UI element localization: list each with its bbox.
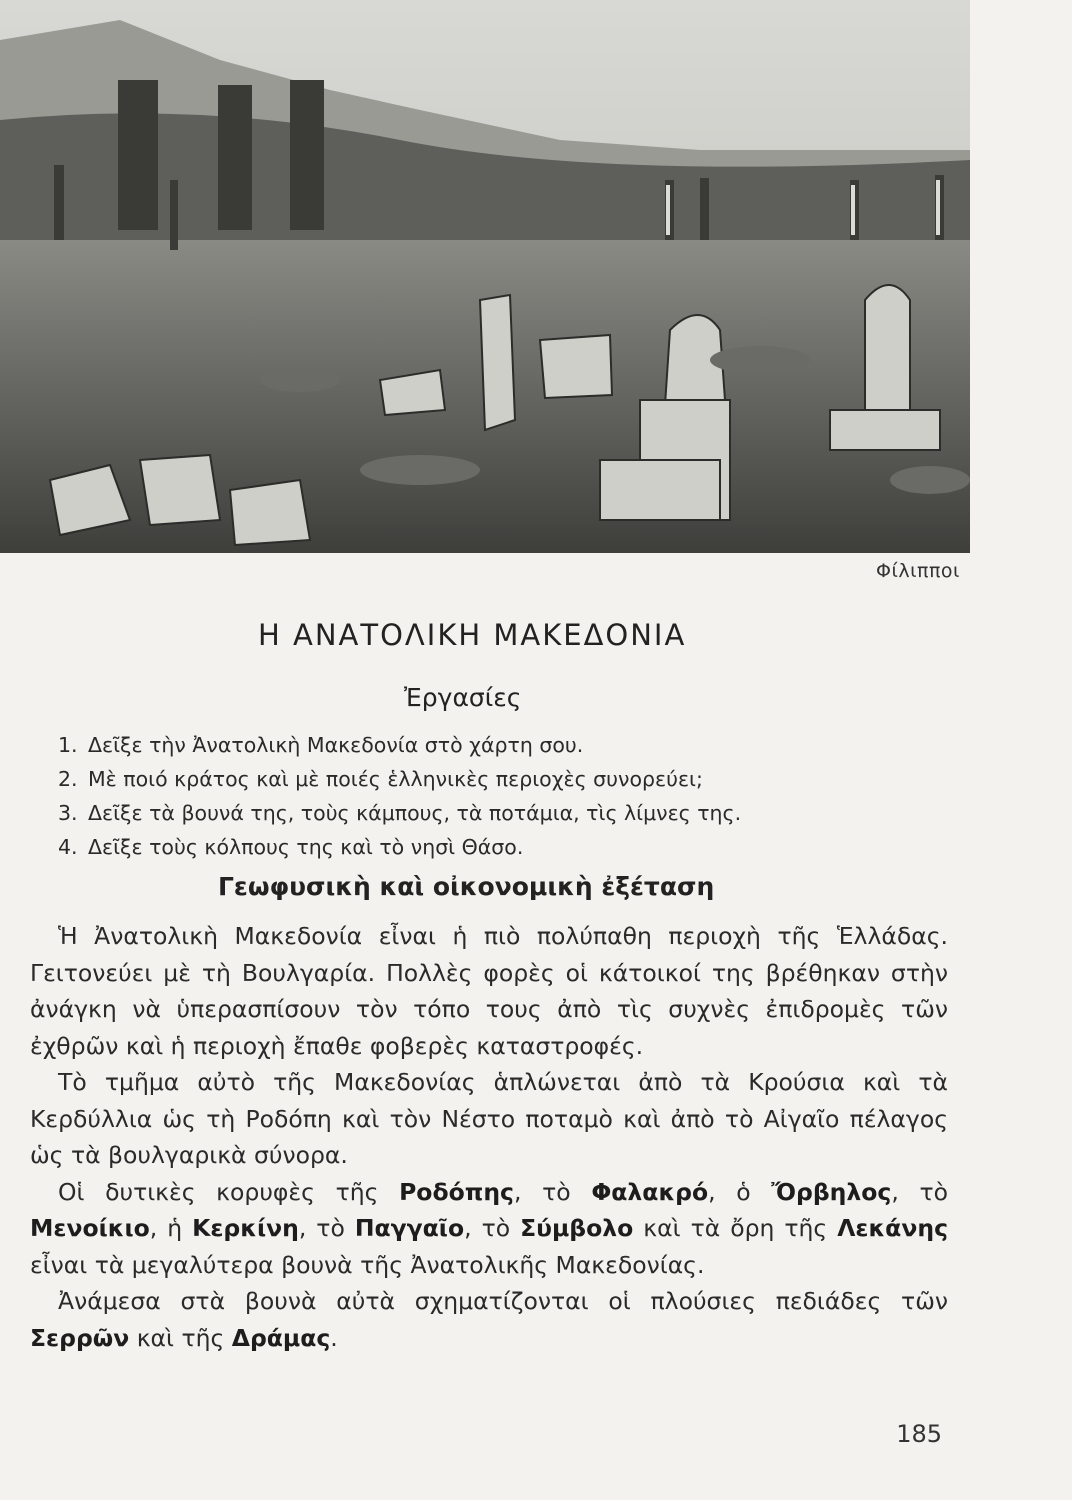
paragraph-3 xyxy=(30,1174,948,1284)
mountain-name: Μενοίκιο xyxy=(30,1214,150,1242)
task-text: Δεῖξε τὴν Ἀνατολικὴ Μακεδονία στὸ χάρτη σου. xyxy=(88,733,584,757)
ruins-photo xyxy=(0,0,970,553)
ruins-photo-icon xyxy=(0,0,970,553)
task-item xyxy=(58,728,918,762)
task-item xyxy=(58,796,918,830)
paragraph-2: Τὸ τμῆμα αὐτὸ τῆς Μακεδονίας ἁπλώνεται ἀπὸ τὰ Κρούσια καὶ τὰ Κερδύλλια ὡς τὴ Ροδόπη καὶ τὸν Νέστο ποταμὸ καὶ ἀπὸ τὸ Αἰγαῖο πέλαγος ὡς τὰ βουλγαρικὰ σύνορα. xyxy=(30,1068,948,1169)
text-run: εἶναι τὰ μεγαλύτερα βουνὰ τῆς Ἀνατολικῆς Μακεδονίας. xyxy=(30,1250,705,1279)
mountain-name: Σύμβολο xyxy=(520,1214,634,1242)
photo-caption: Φίλιπποι xyxy=(876,560,960,582)
text-run: Ἀνάμεσα στὰ βουνὰ αὐτὰ σχηματίζονται οἱ πλούσιες πεδιάδες τῶν xyxy=(58,1287,948,1315)
plain-name: Δράμας xyxy=(231,1323,331,1352)
text-run: καὶ τῆς xyxy=(129,1323,232,1352)
tasks-heading: Ἐργασίες xyxy=(404,683,522,712)
text-run: . xyxy=(330,1323,338,1352)
text-run: Οἱ δυτικὲς κορυφὲς τῆς xyxy=(58,1177,400,1206)
task-text: Μὲ ποιό κράτος καὶ μὲ ποιές ἑλληνικὲς περιοχὲς συνορεύει; xyxy=(88,767,703,791)
task-number: 1. xyxy=(58,733,78,757)
section-heading: Γεωφυσικὴ καὶ οἰκονομικὴ ἐξέταση xyxy=(218,872,715,901)
task-text: Δεῖξε τοὺς κόλπους της καὶ τὸ νησὶ Θάσο. xyxy=(88,835,524,859)
text-run: , τὸ xyxy=(464,1214,521,1242)
mountain-name: Ροδόπης xyxy=(399,1177,514,1206)
text-run: , ὁ xyxy=(708,1177,772,1206)
text-run: , ἡ xyxy=(149,1214,193,1242)
body-text xyxy=(30,918,948,1356)
page-number: 185 xyxy=(896,1420,942,1448)
task-item xyxy=(58,762,918,796)
task-item xyxy=(58,830,918,864)
mountain-name: Παγγαῖο xyxy=(354,1214,465,1242)
tasks-list xyxy=(58,728,918,864)
mountain-name: Κερκίνη xyxy=(192,1214,299,1242)
text-run: , τὸ xyxy=(891,1177,949,1206)
paragraph-1: Ἡ Ἀνατολικὴ Μακεδονία εἶναι ἡ πιὸ πολύπαθη περιοχὴ τῆς Ἑλλάδας. Γειτονεύει μὲ τὴ Βουλγαρία. Πολλὲς φορὲς οἱ κάτοικοί της βρέθηκαν στὴν ἀνάγκη νὰ ὑπερασπίσουν τὸν τόπο τους ἀπὸ τὶς συχνὲς ἐπιδρομὲς τῶν ἐχθρῶν καὶ ἡ περιοχὴ ἔπαθε φοβερὲς καταστροφές. xyxy=(30,922,948,1060)
task-text: Δεῖξε τὰ βουνά της, τοὺς κάμπους, τὰ ποτάμια, τὶς λίμνες της. xyxy=(88,801,742,825)
text-run: καὶ τὰ ὄρη τῆς xyxy=(633,1214,838,1242)
plain-name: Σερρῶν xyxy=(30,1323,130,1352)
text-run: , τὸ xyxy=(298,1214,355,1242)
mountain-name: Φαλακρό xyxy=(591,1177,709,1206)
paragraph-4 xyxy=(30,1283,948,1356)
text-run: , τὸ xyxy=(514,1177,592,1206)
mountain-name: Ὄρβηλος xyxy=(771,1177,892,1206)
page-title: Η ΑΝΑΤΟΛΙΚΗ ΜΑΚΕΔΟΝΙΑ xyxy=(258,618,687,652)
task-number: 4. xyxy=(58,835,78,859)
task-number: 2. xyxy=(58,767,78,791)
task-number: 3. xyxy=(58,801,78,825)
mountain-name: Λεκάνης xyxy=(837,1214,948,1242)
